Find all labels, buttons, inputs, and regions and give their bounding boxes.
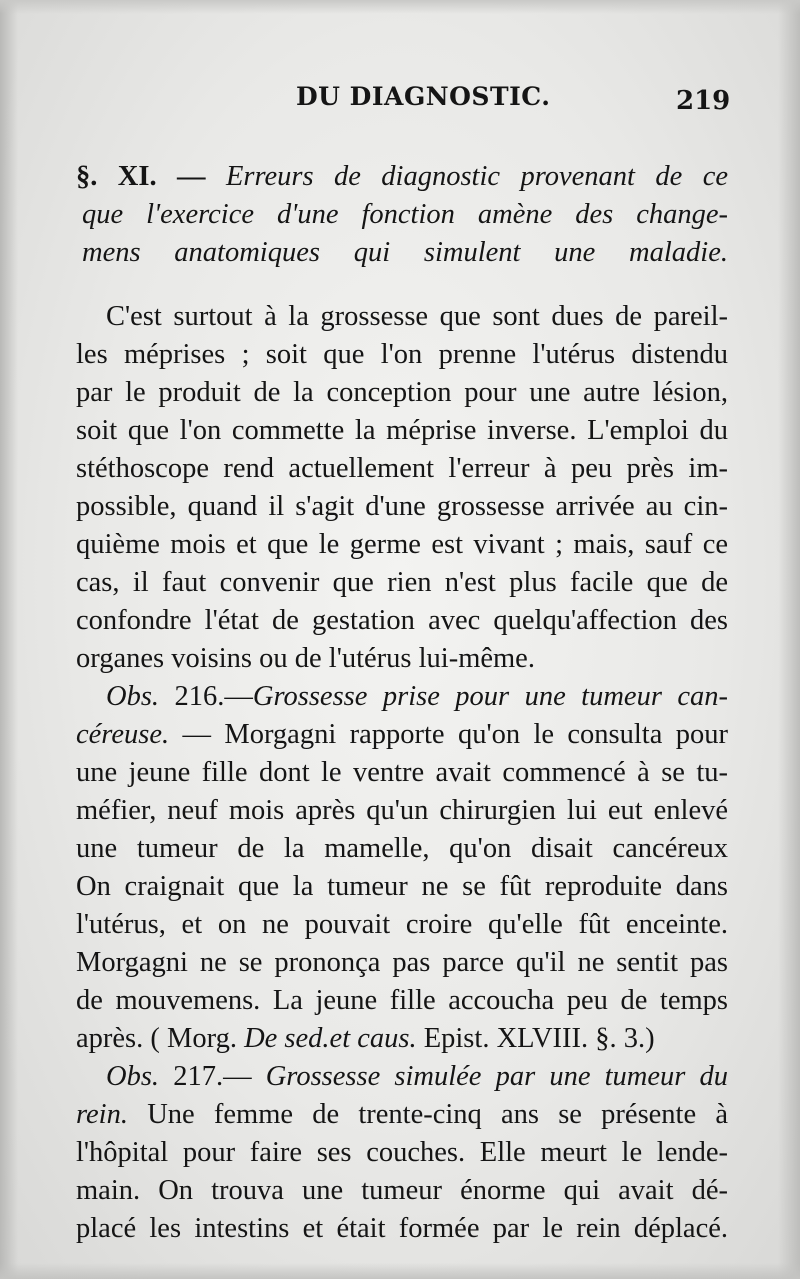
- body-line: [76, 754, 728, 792]
- running-head: [0, 82, 800, 122]
- page-edge-bottom: [0, 1263, 800, 1279]
- body-text-run: une tumeur de la mamelle, qu'on disait cancéreux: [76, 833, 728, 864]
- section-heading-line: [76, 158, 728, 196]
- body-text-run: Obs.: [106, 1061, 174, 1092]
- body-text-run: par le produit de la conception pour une autre lésion,: [76, 377, 728, 408]
- body-text-run: une jeune fille dont le ventre avait commencé à se tu-: [76, 757, 728, 788]
- body-line: [76, 982, 728, 1020]
- body-line: [76, 298, 728, 336]
- body-line: [76, 374, 728, 412]
- body-line: [76, 1134, 728, 1172]
- body-line: [76, 450, 728, 488]
- body-text-run: de mouvemens. La jeune fille accoucha peu de temps: [76, 985, 728, 1016]
- body-text-run: quième mois et que le germe est vivant ; mais, sauf ce: [76, 529, 728, 560]
- body-text-run: 217.—: [173, 1061, 266, 1092]
- body-line: [76, 602, 728, 640]
- body-text-run: main. On trouva une tumeur énorme qui avait dé-: [76, 1175, 728, 1206]
- body-text-run: C'est surtout à la grossesse que sont dues de pareil-: [106, 301, 728, 332]
- heading-gap: [76, 272, 728, 298]
- body-text-run: De sed.et caus.: [244, 1023, 417, 1054]
- body-text-run: Obs.: [106, 681, 175, 712]
- body-line: [76, 640, 728, 678]
- section-heading-text-run: que l'exercice d'une fonction amène des change-: [82, 199, 728, 230]
- body-text-run: Epist. XLVIII. §. 3.): [416, 1023, 655, 1054]
- body-line: [76, 1020, 728, 1058]
- running-title: DU DIAGNOSTIC.: [296, 82, 551, 111]
- body-text-run: cas, il faut convenir que rien n'est plus facile que de: [76, 567, 728, 598]
- body-text-run: les méprises ; soit que l'on prenne l'utérus distendu: [76, 339, 728, 370]
- body-line: [76, 1210, 728, 1248]
- body-line: [76, 830, 728, 868]
- body-text-run: céreuse.: [76, 719, 170, 750]
- section-heading-text-run: Erreurs de diagnostic provenant de ce: [225, 161, 728, 192]
- body-line: [76, 1058, 728, 1096]
- body-text-run: confondre l'état de gestation avec quelqu'affection des: [76, 605, 728, 636]
- body-text-run: après. ( Morg.: [76, 1023, 245, 1054]
- body-text-run: rein.: [76, 1099, 128, 1130]
- body-line: [76, 1096, 728, 1134]
- body-line: [76, 678, 728, 716]
- body-text-run: organes voisins ou de l'utérus lui-même.: [76, 643, 535, 674]
- body-text-run: Morgagni ne se prononça pas parce qu'il ne sentit pas: [76, 947, 728, 978]
- body-line: [76, 564, 728, 602]
- body-line: [76, 412, 728, 450]
- body-line: [76, 944, 728, 982]
- body-text-run: — Morgagni rapporte qu'on le consulta pour: [169, 719, 728, 750]
- body-text-run: possible, quand il s'agit d'une grossesse arrivée au cin-: [76, 491, 728, 522]
- section-heading-text-run: mens anatomiques qui simulent une maladie.: [82, 237, 728, 268]
- body-line: [76, 488, 728, 526]
- page-edge-top: [0, 0, 800, 14]
- section-heading-line: [76, 196, 728, 234]
- body-text-run: Grossesse prise pour une tumeur can-: [252, 681, 728, 712]
- body-text-run: l'utérus, et on ne pouvait croire qu'elle fût enceinte.: [76, 909, 728, 940]
- section-heading: [76, 158, 728, 272]
- body-text-run: stéthoscope rend actuellement l'erreur à peu près im-: [76, 453, 728, 484]
- section-heading-text-run: §. XI. —: [76, 161, 226, 192]
- body-text-run: soit que l'on commette la méprise inverse. L'emploi du: [76, 415, 728, 446]
- page-edge-right: [778, 0, 800, 1279]
- body-text-run: l'hôpital pour faire ses couches. Elle meurt le lende-: [76, 1137, 728, 1168]
- body-text-run: Grossesse simulée par une tumeur du: [265, 1061, 728, 1092]
- text-block: [76, 158, 728, 1248]
- body-text-run: méfier, neuf mois après qu'un chirurgien lui eut enlevé: [76, 795, 728, 826]
- body-line: [76, 792, 728, 830]
- body-line: [76, 1172, 728, 1210]
- body-text-run: 216.—: [174, 681, 253, 712]
- body-text-run: placé les intestins et était formée par le rein déplacé.: [76, 1213, 728, 1244]
- page-edge-left: [0, 0, 18, 1279]
- body-text: [76, 298, 728, 1248]
- body-text-run: On craignait que la tumeur ne se fût reproduite dans: [76, 871, 728, 902]
- body-line: [76, 526, 728, 564]
- body-text-run: Une femme de trente-cinq ans se présente à: [127, 1099, 728, 1130]
- body-line: [76, 868, 728, 906]
- page-number: 219: [676, 86, 731, 116]
- body-line: [76, 906, 728, 944]
- body-line: [76, 716, 728, 754]
- section-heading-line: [76, 234, 728, 272]
- body-line: [76, 336, 728, 374]
